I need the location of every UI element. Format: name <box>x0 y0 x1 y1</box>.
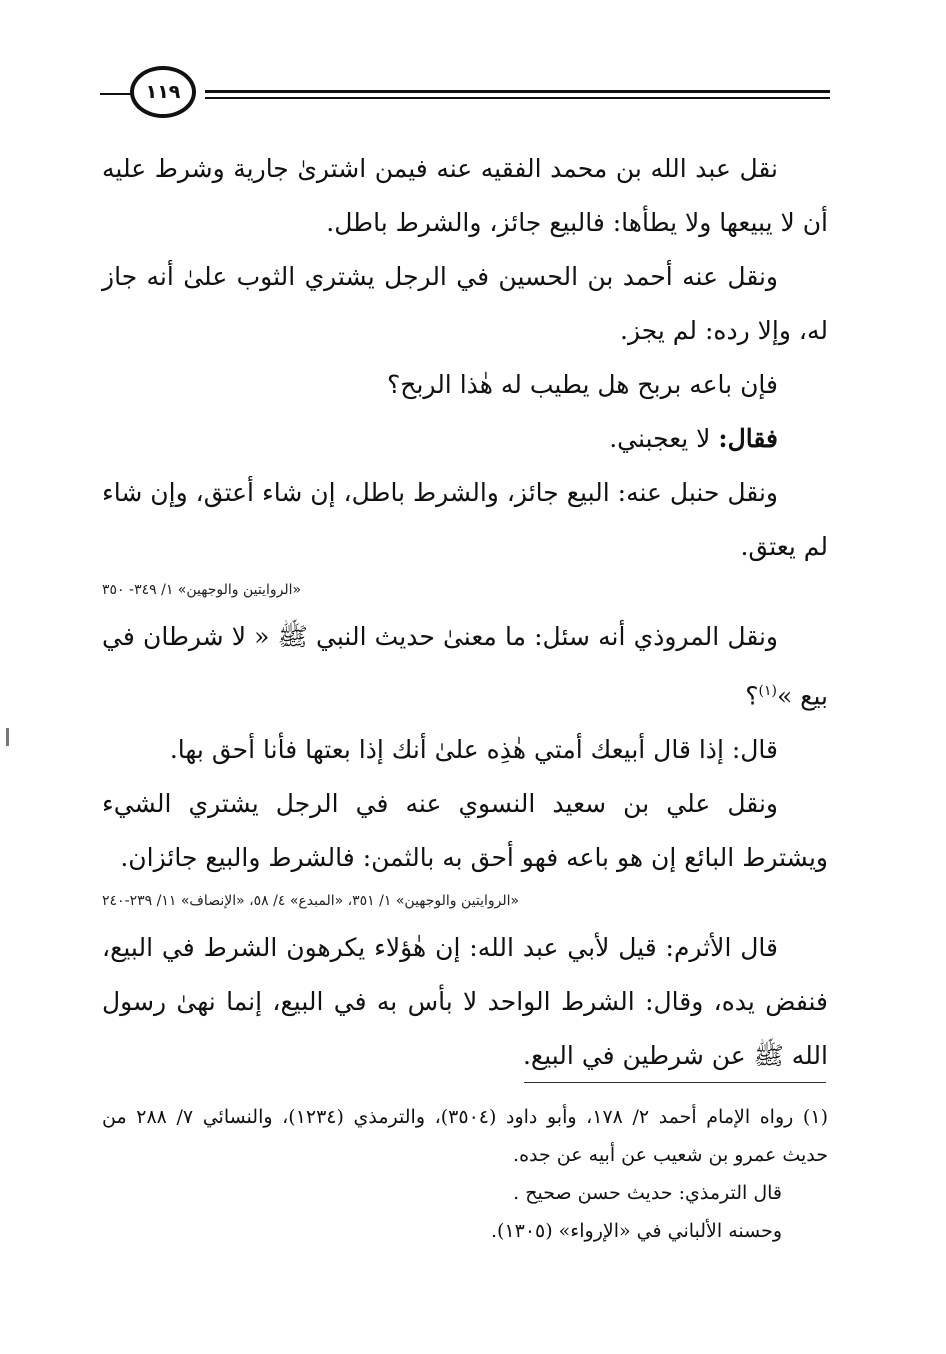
header-rule-bottom <box>205 97 830 99</box>
reference-1 <box>102 576 828 604</box>
reference-2-text: «الروايتين والوجهين» ١/ ٣٥١، «المبدع» ٤/ ٥٨، «الإنصاف» ١١/ ٢٣٩-٢٤٠ <box>102 893 520 910</box>
paragraph-8: ونقل علي بن سعيد النسوي عنه في الرجل يشتري الشيء ويشترط البائع إن هو باعه فهو أحق به بالثمن: فالشرط والبيع جائزان. <box>102 789 828 873</box>
header-rule-top <box>205 90 830 93</box>
footnote-1-number: (١) <box>802 1106 828 1128</box>
main-text <box>102 142 828 1083</box>
margin-mark <box>6 728 9 746</box>
page-number-badge <box>130 66 196 118</box>
paragraph-1: نقل عبد الله بن محمد الفقيه عنه فيمن اشترىٰ جارية وشرط عليه أن لا يبيعها ولا يطأها: فالبيع جائز، والشرط باطل. <box>102 154 828 237</box>
paragraph-5: ونقل حنبل عنه: البيع جائز، والشرط باطل، إن شاء أعتق، وإن شاء لم يعتق. <box>102 478 828 561</box>
footnote-separator <box>524 1082 826 1083</box>
footnote-1-line-3: وحسنه الألباني في «الإرواء» (١٣٠٥). <box>490 1220 782 1242</box>
reference-2 <box>102 887 828 915</box>
page-header <box>100 62 830 122</box>
paragraph-6-text: ونقل المروذي أنه سئل: ما معنىٰ حديث النبي ﷺ « لا شرطان في بيع » <box>102 622 828 711</box>
footnote-1 <box>102 1098 828 1174</box>
footnote-marker[interactable]: (١) <box>758 683 777 699</box>
footnotes <box>102 1098 828 1250</box>
footnote-1-line-2: قال الترمذي: حديث حسن صحيح . <box>513 1182 782 1204</box>
paragraph-4-text: لا يعجبني. <box>609 424 719 453</box>
paragraph-9: قال الأثرم: قيل لأبي عبد الله: إن هٰؤلاء يكرهون الشرط في البيع، فنفض يده، وقال: الشرط الواحد لا بأس به في البيع، إنما نهىٰ رسول الله ﷺ عن شرطين في البيع. <box>102 933 828 1071</box>
paragraph-3: فإن باعه بربح هل يطيب له هٰذا الربح؟ <box>387 370 778 399</box>
paragraph-4-label: فقال: <box>718 424 778 453</box>
paragraph-7: قال: إذا قال أبيعك أمتي هٰذِه علىٰ أنك إذا بعتها فأنا أحق بها. <box>169 735 778 765</box>
reference-1-text: «الروايتين والوجهين» ١/ ٣٤٩- ٣٥٠ <box>102 582 302 598</box>
footnote-1-text: رواه الإمام أحمد ٢/ ١٧٨، وأبو داود (٣٥٠٤)، والترمذي (١٢٣٤)، والنسائي ٧/ ٢٨٨ من حديث عمرو بن شعيب عن أبيه عن جده. <box>102 1106 828 1166</box>
paragraph-6-end: ؟ <box>745 681 759 711</box>
paragraph-2: ونقل عنه أحمد بن الحسين في الرجل يشتري الثوب علىٰ أنه جاز له، وإلا رده: لم يجز. <box>102 262 828 345</box>
paragraph-6 <box>102 610 828 723</box>
paragraph-4 <box>102 412 828 466</box>
page-number: ١١٩ <box>145 81 181 103</box>
